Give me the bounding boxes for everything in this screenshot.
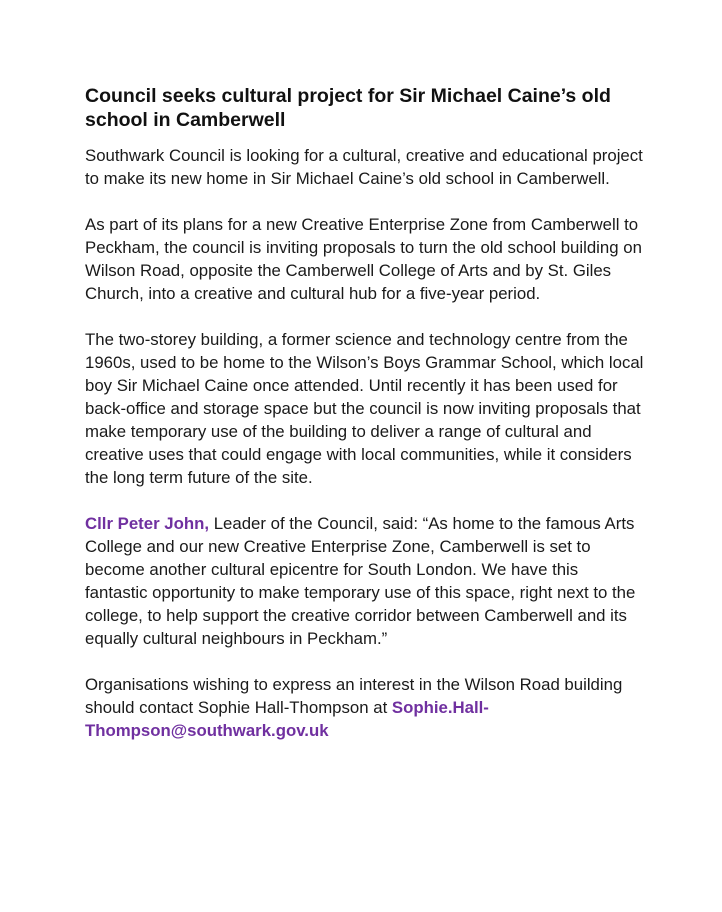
contact-text: Organisations wishing to express an interest in the Wilson Road building should contact Sophie Hall-Thompson at <box>85 675 623 717</box>
building-history-paragraph: The two-storey building, a former science and technology centre from the 1960s, used to be home to the Wilson’s Boys Grammar School, which local boy Sir Michael Caine once attended. Until recently it has been used for back-office and storage space but the council is now inviting proposals that make temporary use of the building to deliver a range of cultural and creative uses that could engage with local communities, while it considers the long term future of the site. <box>85 330 644 487</box>
document-page <box>85 84 645 765</box>
contact-email-link[interactable]: Sophie.Hall-Thompson@southwark.gov.uk <box>85 698 489 740</box>
quote-speaker: Cllr Peter John, <box>85 514 210 533</box>
contact-paragraph <box>85 673 645 742</box>
article-title: Council seeks cultural project for Sir Michael Caine’s old school in Camberwell <box>85 85 611 131</box>
plans-paragraph: As part of its plans for a new Creative Enterprise Zone from Camberwell to Peckham, the council is inviting proposals to turn the old school building on Wilson Road, opposite the Camberwell College of Arts and by St. Giles Church, into a creative and cultural hub for a five-year period. <box>85 215 642 303</box>
quote-paragraph <box>85 512 645 650</box>
intro-paragraph: Southwark Council is looking for a cultural, creative and educational project to make its new home in Sir Michael Caine’s old school in Camberwell. <box>85 146 643 188</box>
quote-text: Leader of the Council, said: “As home to the famous Arts College and our new Creative Enterprise Zone, Camberwell is set to become another cultural epicentre for South London. We have this fantastic opportunity to make temporary use of this space, right next to the college, to help support the creative corridor between Camberwell and its equally cultural neighbours in Peckham.” <box>85 514 636 648</box>
